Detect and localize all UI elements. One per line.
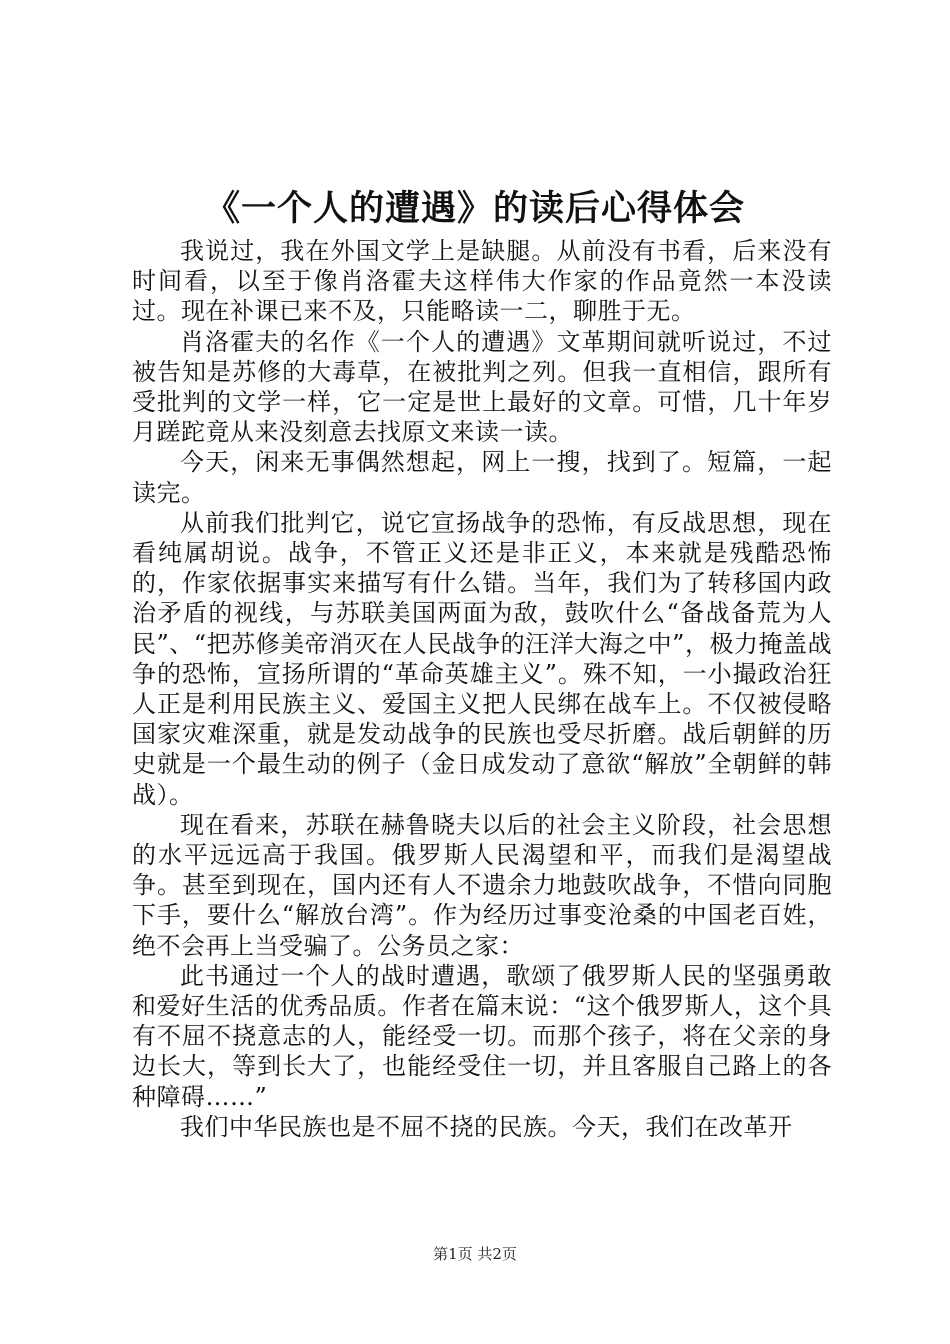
paragraph-2: 肖洛霍夫的名作《一个人的遭遇》文革期间就听说过，不过被告知是苏修的大毒草，在被批判之列。但我一直相信，跟所有受批判的文学一样，它一定是世上最好的文章。可惜，几十年岁月蹉跎竟从来没刻意去找原文来读一读。 (132, 327, 832, 447)
page-footer: 第1页 共2页 (433, 1245, 517, 1263)
paragraph-3: 今天，闲来无事偶然想起，网上一搜，找到了。短篇，一起读完。 (132, 448, 832, 507)
paragraph-6: 此书通过一个人的战时遭遇，歌颂了俄罗斯人民的坚强勇敢和爱好生活的优秀品质。作者在篇末说：“这个俄罗斯人，这个具有不屈不挠意志的人，能经受一切。而那个孩子，将在父亲的身边长大，等到长大了，也能经受住一切，并且客服自己路上的各种障碍……” (132, 961, 832, 1111)
paragraph-7: 我们中华民族也是不屈不挠的民族。今天，我们在改革开 (180, 1112, 793, 1141)
paragraph-4: 从前我们批判它，说它宣扬战争的恐怖，有反战思想，现在看纯属胡说。战争，不管正义还是非正义，本来就是残酷恐怖的，作家依据事实来描写有什么错。当年，我们为了转移国内政治矛盾的视线，与苏联美国两面为敌，鼓吹什么“备战备荒为人民”、“把苏修美帝消灭在人民战争的汪洋大海之中”，极力掩盖战争的恐怖，宣扬所谓的“革命英雄主义”。殊不知，一小撮政治狂人正是利用民族主义、爱国主义把人民绑在战车上。不仅被侵略国家灾难深重，就是发动战争的民族也受尽折磨。战后朝鲜的历史就是一个最生动的例子（金日成发动了意欲“解放”全朝鲜的韩战）。 (132, 508, 832, 809)
paragraph-1: 我说过，我在外国文学上是缺腿。从前没有书看，后来没有时间看，以至于像肖洛霍夫这样伟大作家的作品竟然一本没读过。现在补课已来不及，只能略读一二，聊胜于无。 (132, 237, 832, 326)
document-body (132, 236, 832, 1142)
paragraph-5: 现在看来，苏联在赫鲁晓夫以后的社会主义阶段，社会思想的水平远远高于我国。俄罗斯人民渴望和平，而我们是渴望战争。甚至到现在，国内还有人不遗余力地鼓吹战争，不惜向同胞下手，要什么“解放台湾”。作为经历过事变沧桑的中国老百姓，绝不会再上当受骗了。公务员之家： (132, 810, 832, 960)
document-title: 《一个人的遭遇》的读后心得体会 (204, 188, 745, 229)
